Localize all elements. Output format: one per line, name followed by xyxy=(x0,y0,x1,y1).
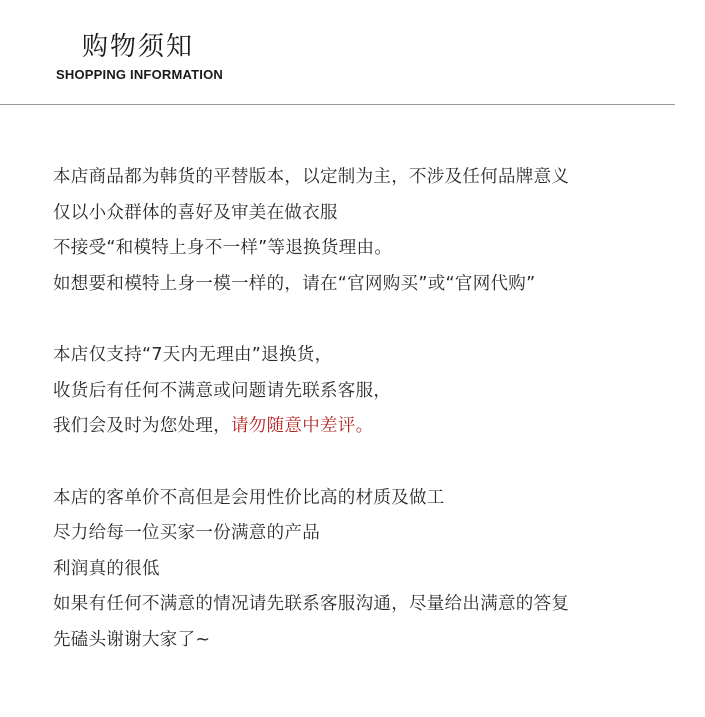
text-line: 先磕头谢谢大家了~ xyxy=(53,629,211,650)
page-subtitle: SHOPPING INFORMATION xyxy=(56,67,223,82)
highlight-warning: 请勿随意中差评。 xyxy=(231,416,374,436)
text-line: 本店仅支持“7天内无理由”退换货， xyxy=(53,345,333,365)
header-divider xyxy=(0,104,675,105)
text-line: 如果有任何不满意的情况请先联系客服沟通，尽量给出满意的答复 xyxy=(53,594,570,614)
paragraph-positioning xyxy=(53,160,693,302)
text-line: 如想要和模特上身一模一样的，请在“官网购买”或“官网代购” xyxy=(53,273,536,294)
text-line: 尽力给每一位买家一份满意的产品 xyxy=(53,523,320,543)
header xyxy=(0,0,705,106)
text-line: 本店的客单价不高但是会用性价比高的材质及做工 xyxy=(53,487,445,508)
text-line: 收货后有任何不满意或问题请先联系客服， xyxy=(53,380,392,401)
text-line-prefix: 我们会及时为您处理， xyxy=(53,416,231,436)
paragraph-returns xyxy=(53,338,693,445)
text-line: 不接受“和模特上身不一样”等退换货理由。 xyxy=(53,238,393,258)
paragraph-thanks xyxy=(53,481,693,659)
text-line: 仅以小众群体的喜好及审美在做衣服 xyxy=(53,202,338,223)
notice-content xyxy=(53,160,693,694)
text-line xyxy=(53,409,693,445)
text-line: 本店商品都为韩货的平替版本，以定制为主，不涉及任何品牌意义 xyxy=(53,167,570,187)
text-line: 利润真的很低 xyxy=(53,558,160,579)
page-title: 购物须知 xyxy=(82,32,195,62)
